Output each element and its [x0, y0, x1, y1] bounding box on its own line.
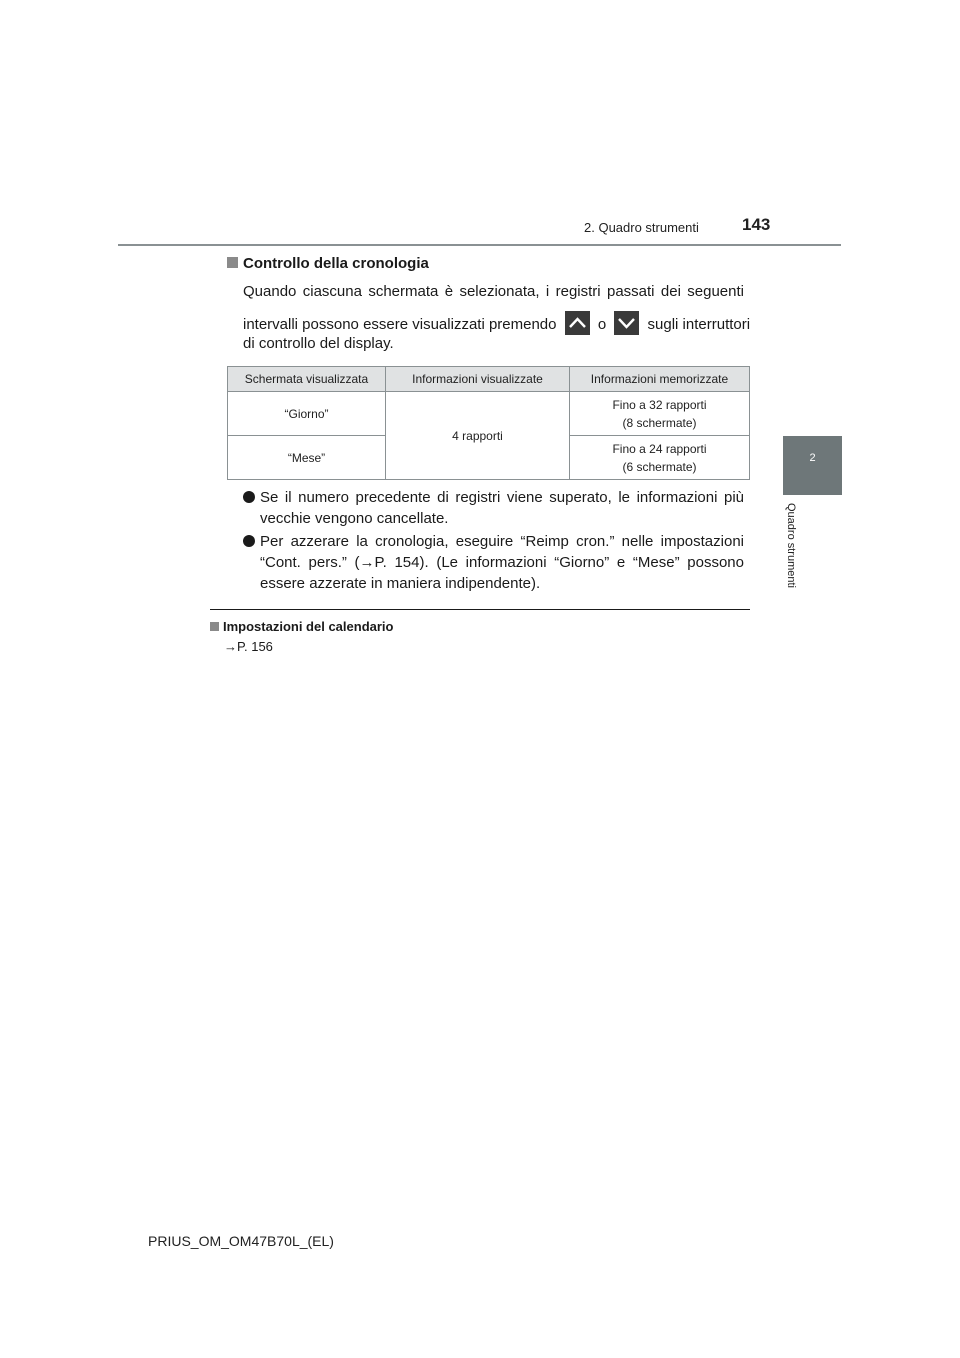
- document-id: PRIUS_OM_OM47B70L_(EL): [148, 1233, 334, 1249]
- page-reference-link[interactable]: →P. 156: [224, 639, 273, 654]
- chevron-up-icon[interactable]: [565, 311, 590, 335]
- chapter-title: 2. Quadro strumenti: [584, 220, 699, 235]
- history-paragraph-text-before: intervalli possono essere visualizzati premendo: [243, 316, 557, 333]
- section-title-history-text: Controllo della cronologia: [243, 255, 429, 272]
- chapter-tab-number: 2: [809, 452, 816, 464]
- chevron-down-icon[interactable]: [614, 311, 639, 335]
- history-paragraph-text-after: sugli interruttori: [647, 316, 751, 333]
- chapter-tab[interactable]: [783, 436, 842, 495]
- column-header-stored: Informazioni memorizzate: [570, 367, 750, 392]
- chapter-tab-label: Quadro strumenti: [785, 503, 797, 588]
- table-cell-shown: 4 rapporti: [386, 392, 570, 480]
- note-text: Se il numero precedente di registri viene superato, le informazioni più vecchie vengono cancellate.: [260, 489, 744, 527]
- history-paragraph-text-or: o: [597, 316, 607, 333]
- note-item: [243, 531, 744, 594]
- section-title-history: [227, 255, 429, 272]
- table-cell-stored: [570, 436, 750, 480]
- note-item: [243, 487, 744, 529]
- table-cell-screen: “Giorno”: [228, 392, 386, 436]
- table-row: [228, 392, 750, 436]
- section-divider: [210, 609, 750, 610]
- history-paragraph-line3: di controllo del display.: [243, 335, 394, 352]
- page-number: 143: [742, 215, 771, 234]
- history-paragraph-line1: Quando ciascuna schermata è selezionata, i registri passati dei seguenti: [243, 283, 744, 300]
- header-divider: [118, 244, 841, 246]
- column-header-shown: Informazioni visualizzate: [386, 367, 570, 392]
- section-title-calendar: [210, 619, 393, 634]
- round-bullet-icon: [243, 535, 255, 547]
- table-cell-stored-line2: (8 schermate): [622, 415, 697, 430]
- note-text: Per azzerare la cronologia, eseguire “Reimp cron.” nelle impostazioni “Cont. pers.” (→P. 154). (Le informazioni “Giorno” e “Mese” possono essere azzerate in maniera indipendente).: [260, 533, 744, 592]
- square-bullet-icon: [210, 622, 219, 631]
- table-cell-stored-line1: Fino a 32 rapporti: [612, 397, 707, 412]
- section-title-calendar-text: Impostazioni del calendario: [223, 619, 394, 634]
- table-cell-stored: [570, 392, 750, 436]
- history-table: [227, 366, 750, 480]
- table-cell-stored-line2: (6 schermate): [622, 459, 697, 474]
- round-bullet-icon: [243, 491, 255, 503]
- history-paragraph-line2: [243, 311, 751, 335]
- table-cell-screen: “Mese”: [228, 436, 386, 480]
- square-bullet-icon: [227, 257, 238, 268]
- table-header-row: [228, 367, 750, 392]
- table-cell-stored-line1: Fino a 24 rapporti: [612, 441, 707, 456]
- column-header-screen: Schermata visualizzata: [228, 367, 386, 392]
